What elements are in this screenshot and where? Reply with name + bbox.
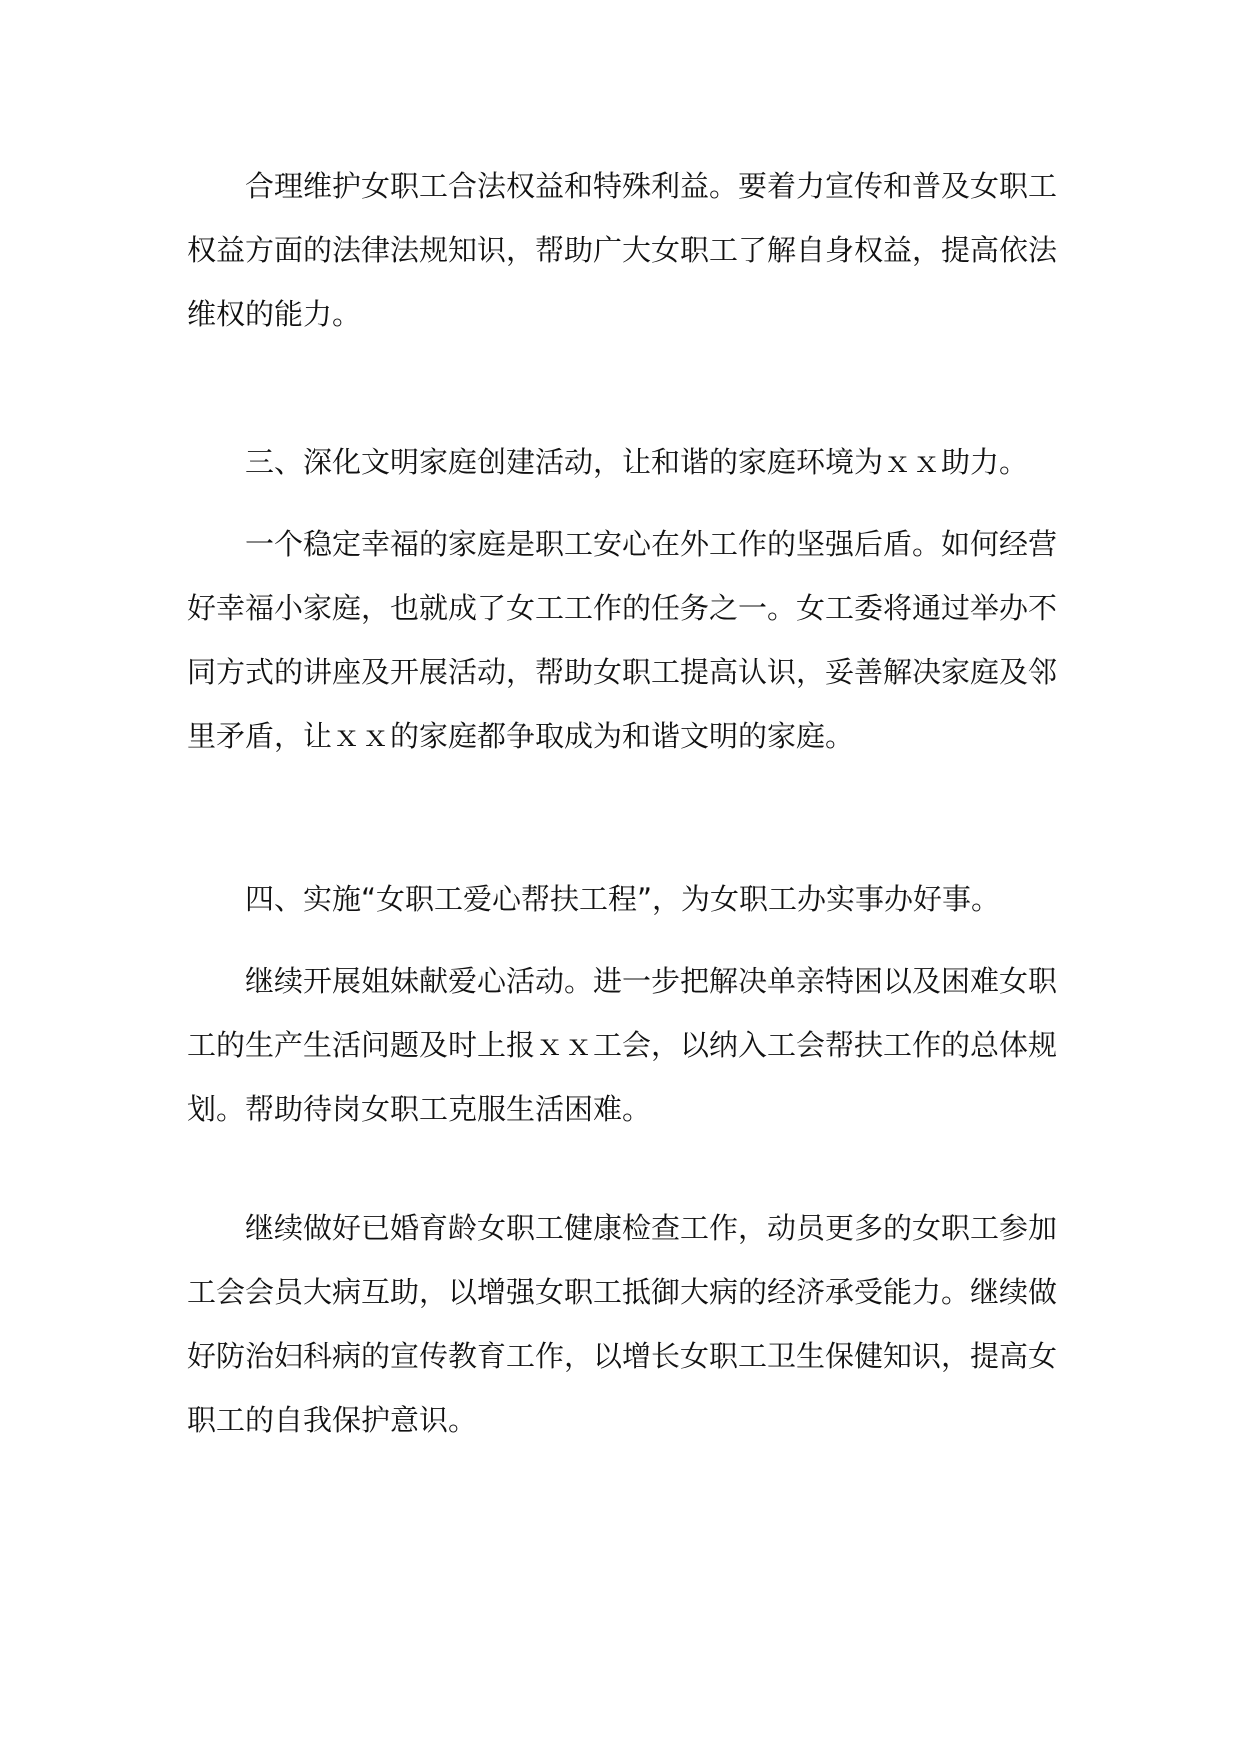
paragraph-sisters-help: 继续开展姐妹献爱心活动。进一步把解决单亲特困以及困难女职工的生产生活问题及时上报ｘｘ工会，以纳入工会帮扶工作的总体规划。帮助待岗女职工克服生活困难。 [187, 964, 1058, 1126]
section-heading-four: 四、实施“女职工爱心帮扶工程”，为女职工办实事办好事。 [245, 882, 1001, 916]
section-heading-three: 三、深化文明家庭创建活动，让和谐的家庭环境为ｘｘ助力。 [245, 445, 1029, 479]
paragraph-family: 一个稳定幸福的家庭是职工安心在外工作的坚强后盾。如何经营好幸福小家庭，也就成了女工工作的任务之一。女工委将通过举办不同方式的讲座及开展活动，帮助女职工提高认识，妥善解决家庭及邻里矛盾，让ｘｘ的家庭都争取成为和谐文明的家庭。 [187, 527, 1058, 753]
paragraph-health-check: 继续做好已婚育龄女职工健康检查工作，动员更多的女职工参加工会会员大病互助，以增强女职工抵御大病的经济承受能力。继续做好防治妇科病的宣传教育工作，以增长女职工卫生保健知识，提高女职工的自我保护意识。 [187, 1211, 1058, 1437]
paragraph-women-rights: 合理维护女职工合法权益和特殊利益。要着力宣传和普及女职工权益方面的法律法规知识，帮助广大女职工了解自身权益，提高依法维权的能力。 [187, 169, 1058, 331]
